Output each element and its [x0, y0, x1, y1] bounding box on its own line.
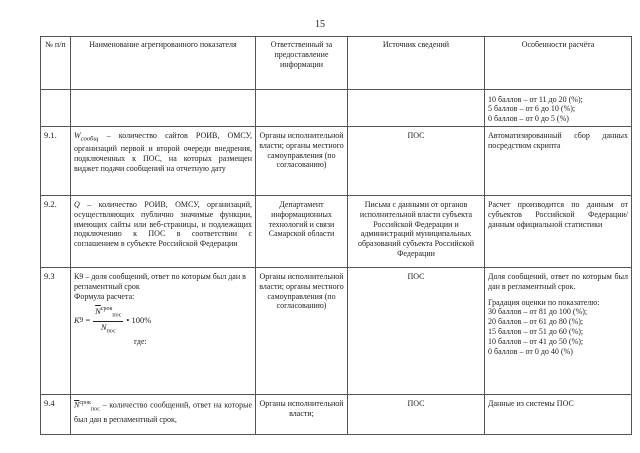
cell-empty [41, 90, 71, 127]
cell-empty [71, 90, 256, 127]
calc-line: 20 баллов – от 61 до 80 (%); [488, 317, 584, 327]
calc-cell: Расчет производится по данным от субъектов Российской Федерации/данным официальной статистики [485, 196, 632, 268]
formula-lhs-sub: 9 [79, 315, 84, 324]
source-cell: Письма с данными от органов исполнительной власти субъекта Российской Федерации и администраций муниципальных образований субъекта Российской Федерации [348, 196, 485, 268]
responsible-cell: Департамент информационных технологий и связи Самарской области [256, 196, 348, 268]
calc-line: 10 баллов – от 11 до 20 (%); [488, 94, 583, 104]
row-number: 9.1. [41, 127, 71, 196]
formula-fraction [93, 304, 123, 336]
cell-empty [348, 90, 485, 127]
table-row [41, 395, 632, 435]
source-cell: ПОС [348, 395, 485, 435]
indicator-text: – количество сообщений, ответ на которые был дан в регламентный срок, [74, 400, 252, 425]
header-responsible: Ответственный за предоставление информации [256, 37, 348, 90]
table-row [41, 127, 632, 196]
indicators-table [40, 36, 632, 435]
calc-line: 5 баллов – от 6 до 10 (%); [488, 104, 576, 114]
formula [74, 304, 252, 336]
formula-denominator: $\overline{N}_{пос}$ [100, 321, 116, 335]
calc-line: 10 баллов – от 41 до 50 (%); [488, 336, 584, 346]
row-number: 9.2. [41, 196, 71, 268]
formula-equals: = [83, 314, 91, 325]
header-num: № п/п [41, 37, 71, 90]
table-row [41, 196, 632, 268]
table-row [41, 268, 632, 395]
calc-line: 30 баллов – от 81 до 100 (%); [488, 307, 588, 317]
indicator-name [71, 127, 256, 196]
row-number: 9.4 [41, 395, 71, 435]
source-cell: ПОС [348, 268, 485, 395]
responsible-cell: Органы исполнительной власти; органы местного самоуправления (по согласованию) [256, 127, 348, 196]
indicator-name [71, 395, 256, 435]
calc-line: 0 баллов – от 0 до 5 (%) [488, 114, 569, 124]
calc-intro: Доля сообщений, ответ по которым был дан в регламентный срок. [488, 272, 628, 291]
formula-lhs: K [74, 314, 80, 325]
indicator-symbol: Q [74, 200, 80, 209]
indicator-subscript: сообщ [80, 135, 99, 143]
row-number: 9.3 [41, 268, 71, 395]
header-name: Наименование агрегированного показателя [71, 37, 256, 90]
table-header-row [41, 37, 632, 90]
calc-cell: Данные из системы ПОС [485, 395, 632, 435]
indicator-subscript: пос [90, 406, 100, 413]
indicator-name [71, 268, 256, 395]
formula-tail: • 100% [126, 314, 152, 325]
header-calc: Особенности расчёта [485, 37, 632, 90]
page-number: 15 [315, 19, 325, 30]
calc-gradation: Градация оценки по показателю: [488, 297, 600, 307]
indicator-text: – количество сайтов РОИВ, ОМСУ, организаций первой и второй очереди внедрения, подключенных к ПОС, на которых размещен виджет подачи сообщений на отчетную дату [74, 131, 252, 173]
calc-continuation [485, 90, 632, 127]
calc-cell [485, 268, 632, 395]
indicator-text: – количество РОИВ, ОМСУ, организаций, осуществляющих публично значимые функции, имеющих сайты или веб-страницы, и подлежащих подключению к ПОС в соответствии с соглашением в субъекте Российской Федерации [74, 200, 252, 249]
indicator-symbol: $\overline{N}$ [74, 400, 80, 410]
calc-line: 0 баллов – от 0 до 40 (%) [488, 346, 573, 356]
indicator-name [71, 196, 256, 268]
formula-label: Формула расчета: [74, 291, 135, 301]
calc-line: 15 баллов – от 51 до 60 (%); [488, 326, 584, 336]
responsible-cell: Органы исполнительной власти; [256, 395, 348, 435]
header-source: Источник сведений [348, 37, 485, 90]
formula-numerator: $\overline{N}^{срок}_{пос}$ [93, 304, 123, 322]
indicator-text: К9 – доля сообщений, ответ по которым был дан в регламентный срок [74, 272, 246, 291]
cell-empty [256, 90, 348, 127]
source-cell: ПОС [348, 127, 485, 196]
formula-where: где: [134, 336, 147, 346]
indicator-superscript: срок [79, 400, 91, 406]
calc-cell: Автоматизированный сбор данных посредством скрипта [485, 127, 632, 196]
indicator-symbol: W [74, 131, 81, 140]
table-row [41, 90, 632, 127]
responsible-cell: Органы исполнительной власти; органы местного самоуправления (по согласованию) [256, 268, 348, 395]
